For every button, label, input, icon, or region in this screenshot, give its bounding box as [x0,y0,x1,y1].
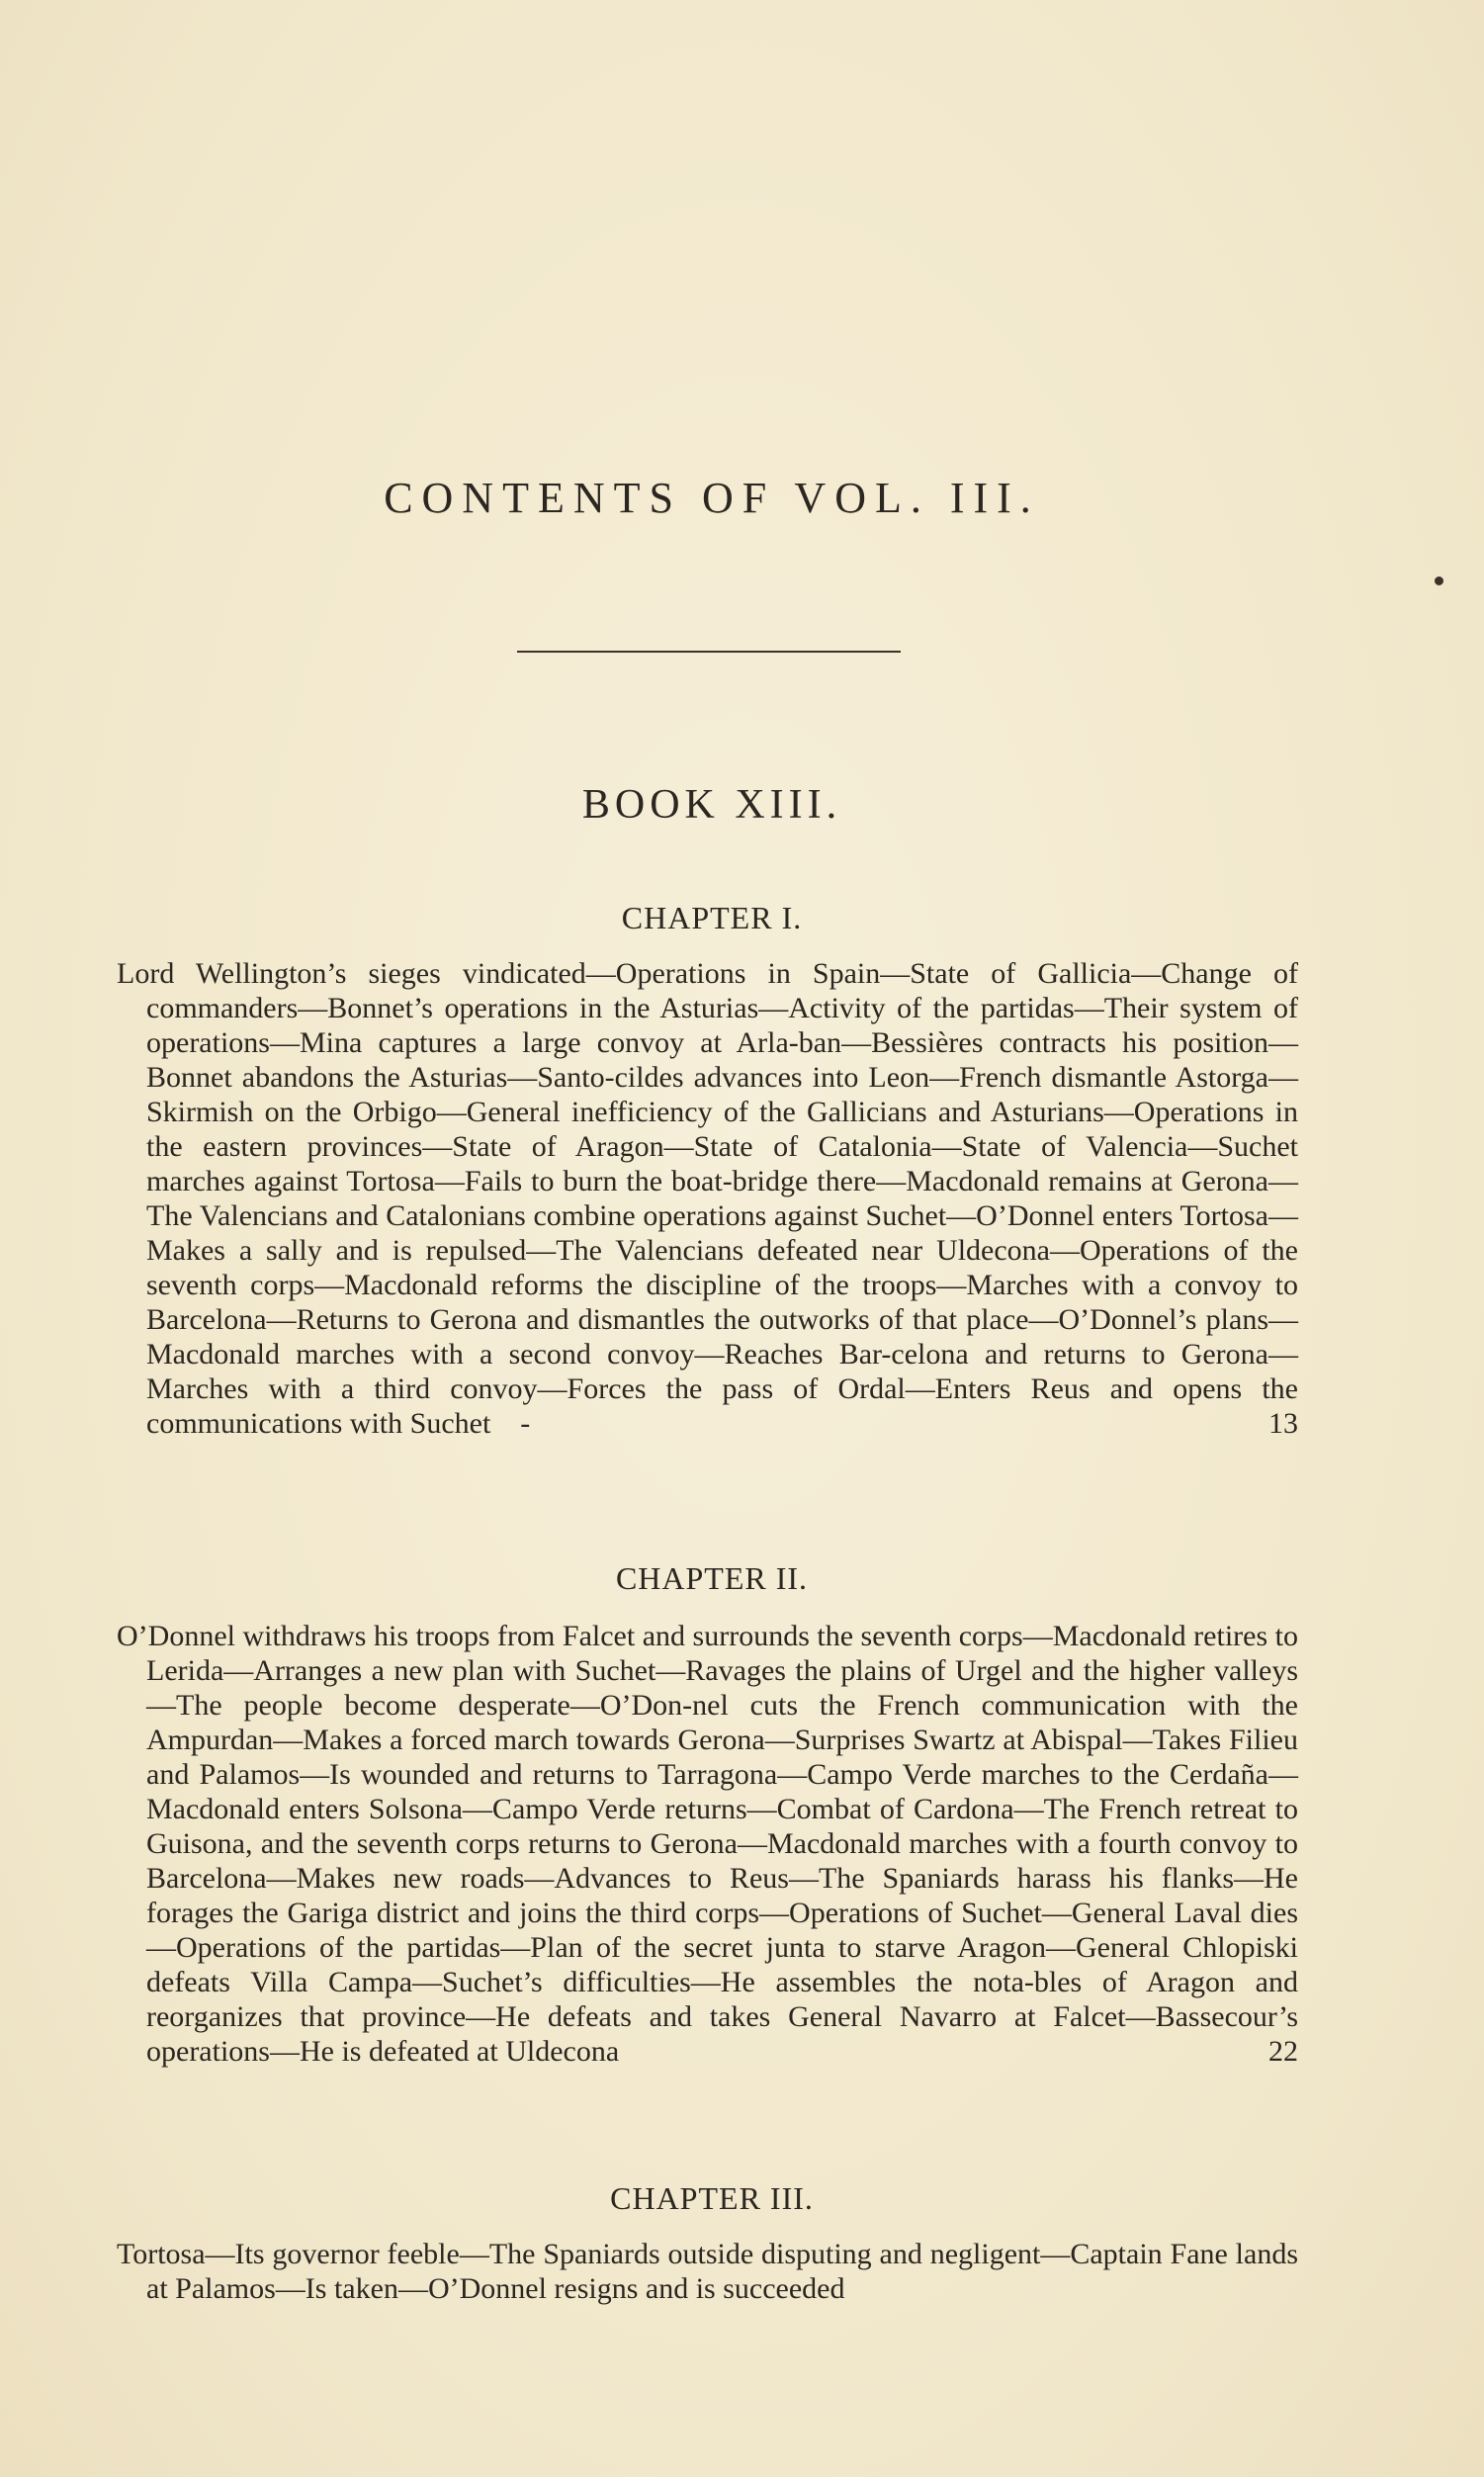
chapter-1-page-number: 13 [1268,1407,1298,1440]
chapter-1-leader: - [520,1407,531,1440]
title-rule [517,651,901,653]
chapter-2-heading: CHAPTER II. [615,1560,809,1596]
chapter-1-summary [117,956,1298,1441]
chapter-3-summary [117,2237,1298,2306]
chapter-3-text: Tortosa—Its governor feeble—The Spaniards outside disputing and negligent—Captain Fane lands at Palamos—Is taken—O’Donnel resigns and is succeeded [117,2238,1298,2305]
chapter-2-page-number: 22 [1268,2035,1298,2068]
chapter-2-summary [117,1619,1298,2069]
volume-contents-title: CONTENTS OF VOL. III. [384,474,1040,522]
book-title: BOOK XIII. [581,782,842,828]
chapter-3-heading: CHAPTER III. [610,2180,814,2216]
ink-speck [1435,576,1443,585]
chapter-2-text: O’Donnel withdraws his troops from Falcet and surrounds the seventh corps—Macdonald retires to Lerida—Arranges a new plan with Suchet—Ravages the plains of Urgel and the higher valleys—The people become desperate—O’Don-nel cuts the French communication with the Ampurdan—Makes a forced march towards Gerona—Surprises Swartz at Abispal—Takes Filieu and Palamos—Is wounded and returns to Tarragona—Campo Verde marches to the Cerdaña—Macdonald enters Solsona—Campo Verde returns—Combat of Cardona—The French retreat to Guisona, and the seventh corps returns to Gerona—Macdonald marches with a fourth convoy to Barcelona—Makes new roads—Advances to Reus—The Spaniards harass his flanks—He forages the Gariga district and joins the third corps—Operations of Suchet—General Laval dies—Operations of the partidas—Plan of the secret junta to starve Aragon—General Chlopiski defeats Villa Campa—Suchet’s difficulties—He assembles the nota-bles of Aragon and reorganizes that province—He defeats and takes General Navarro at Falcet—Bassecour’s operations—He is defeated at Uldecona [117,1620,1298,2068]
chapter-1-text: Lord Wellington’s sieges vindicated—Operations in Spain—State of Gallicia—Change of commanders—Bonnet’s operations in the Asturias—Activity of the partidas—Their system of operations—Mina captures a large convoy at Arla-ban—Bessières contracts his position—Bonnet abandons the Asturias—Santo-cildes advances into Leon—French dismantle Astorga—Skirmish on the Orbigo—General inefficiency of the Gallicians and Asturians—Operations in the eastern provinces—State of Aragon—State of Catalonia—State of Valencia—Suchet marches against Tortosa—Fails to burn the boat-bridge there—Macdonald remains at Gerona—The Valencians and Catalonians combine operations against Suchet—O’Donnel enters Tortosa—Makes a sally and is repulsed—The Valencians defeated near Uldecona—Operations of the seventh corps—Macdonald reforms the discipline of the troops—Marches with a convoy to Barcelona—Returns to Gerona and dismantles the outworks of that place—O’Donnel’s plans—Macdonald marches with a second convoy—Reaches Bar-celona and returns to Gerona—Marches with a third convoy—Forces the pass of Ordal—Enters Reus and opens the communications with Suchet [117,957,1298,1440]
chapter-1-heading: CHAPTER I. [621,900,803,935]
